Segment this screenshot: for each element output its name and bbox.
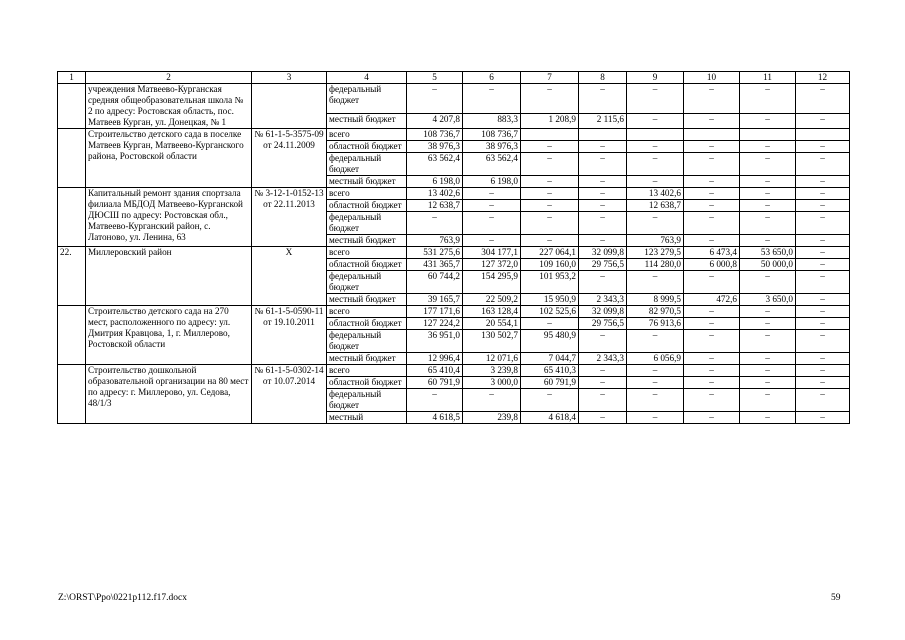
amount-cell: – [579, 212, 627, 235]
amount-cell: – [796, 153, 850, 176]
amount-cell: 1 208,9 [521, 113, 579, 128]
amount-cell: – [463, 235, 521, 247]
amount-cell: – [627, 84, 684, 114]
document-cell: № 3-12-1-0152-13 от 22.11.2013 [252, 188, 327, 247]
funding-source-cell: областной бюджет [327, 259, 407, 271]
amount-cell: – [579, 200, 627, 212]
funding-source-cell: всего [327, 188, 407, 200]
amount-cell: 60 791,9 [407, 377, 463, 389]
amount-cell: – [740, 318, 796, 330]
amount-cell: – [521, 200, 579, 212]
amount-cell [521, 129, 579, 141]
amount-cell: – [521, 235, 579, 247]
funding-source-cell: местный бюджет [327, 353, 407, 365]
amount-cell: – [627, 141, 684, 153]
amount-cell: – [740, 235, 796, 247]
amount-cell: 8 999,5 [627, 294, 684, 306]
amount-cell: – [463, 188, 521, 200]
amount-cell: 13 402,6 [627, 188, 684, 200]
amount-cell: – [796, 200, 850, 212]
amount-cell: – [796, 306, 850, 318]
amount-cell: – [627, 330, 684, 353]
amount-cell: – [796, 235, 850, 247]
funding-source-cell: местный бюджет [327, 294, 407, 306]
funding-source-cell: федеральный бюджет [327, 389, 407, 412]
amount-cell: – [796, 389, 850, 412]
amount-cell: 60 791,9 [521, 377, 579, 389]
amount-cell: 20 554,1 [463, 318, 521, 330]
amount-cell: – [579, 188, 627, 200]
amount-cell: 12 071,6 [463, 353, 521, 365]
amount-cell: – [521, 84, 579, 114]
amount-cell: – [740, 389, 796, 412]
amount-cell: 36 951,0 [407, 330, 463, 353]
row-number-cell [58, 306, 86, 365]
amount-cell: – [684, 318, 740, 330]
amount-cell: 472,6 [684, 294, 740, 306]
funding-source-cell: областной бюджет [327, 377, 407, 389]
amount-cell: 2 343,3 [579, 294, 627, 306]
amount-cell: – [627, 212, 684, 235]
amount-cell: 6 000,8 [684, 259, 740, 271]
amount-cell: 127 224,2 [407, 318, 463, 330]
amount-cell: – [740, 330, 796, 353]
amount-cell: – [796, 141, 850, 153]
amount-cell: 22 509,2 [463, 294, 521, 306]
amount-cell: 163 128,4 [463, 306, 521, 318]
amount-cell: 76 913,6 [627, 318, 684, 330]
amount-cell: 32 099,8 [579, 247, 627, 259]
funding-source-cell: местный бюджет [327, 176, 407, 188]
amount-cell: 29 756,5 [579, 259, 627, 271]
amount-cell: 6 198,0 [463, 176, 521, 188]
amount-cell: – [796, 113, 850, 128]
amount-cell: – [463, 212, 521, 235]
object-name-cell: Миллеровский район [86, 247, 252, 306]
document-cell: № 61-1-5-0302-14 от 10.07.2014 [252, 365, 327, 424]
amount-cell: 50 000,0 [740, 259, 796, 271]
amount-cell: – [521, 389, 579, 412]
document-cell [252, 84, 327, 129]
amount-cell: 883,3 [463, 113, 521, 128]
amount-cell: – [579, 389, 627, 412]
amount-cell: 12 638,7 [407, 200, 463, 212]
amount-cell: 6 198,0 [407, 176, 463, 188]
amount-cell: 3 000,0 [463, 377, 521, 389]
amount-cell: 4 618,4 [521, 412, 579, 424]
amount-cell: 123 279,5 [627, 247, 684, 259]
amount-cell: – [796, 412, 850, 424]
column-number: 4 [327, 72, 407, 84]
amount-cell: – [627, 365, 684, 377]
amount-cell: – [684, 412, 740, 424]
amount-cell: – [684, 377, 740, 389]
amount-cell: – [684, 271, 740, 294]
funding-source-cell: местный [327, 412, 407, 424]
column-number: 10 [684, 72, 740, 84]
amount-cell: – [579, 153, 627, 176]
amount-cell: – [740, 412, 796, 424]
row-number-cell [58, 84, 86, 129]
amount-cell: – [627, 176, 684, 188]
amount-cell: – [796, 330, 850, 353]
funding-source-cell: федеральный бюджет [327, 212, 407, 235]
funding-source-cell: областной бюджет [327, 318, 407, 330]
table-row [58, 188, 850, 200]
amount-cell: 6 056,9 [627, 353, 684, 365]
column-number: 2 [86, 72, 252, 84]
amount-cell: – [796, 294, 850, 306]
amount-cell: 108 736,7 [407, 129, 463, 141]
funding-source-cell: местный бюджет [327, 235, 407, 247]
amount-cell: – [740, 200, 796, 212]
amount-cell: – [684, 153, 740, 176]
amount-cell: 12 996,4 [407, 353, 463, 365]
amount-cell: – [463, 84, 521, 114]
amount-cell: 3 650,0 [740, 294, 796, 306]
amount-cell: 7 044,7 [521, 353, 579, 365]
amount-cell: – [796, 84, 850, 114]
amount-cell: – [463, 200, 521, 212]
amount-cell: – [740, 377, 796, 389]
row-number-cell: 22. [58, 247, 86, 306]
amount-cell: – [740, 84, 796, 114]
amount-cell: 108 736,7 [463, 129, 521, 141]
amount-cell: 130 502,7 [463, 330, 521, 353]
amount-cell: 63 562,4 [463, 153, 521, 176]
amount-cell: 102 525,6 [521, 306, 579, 318]
funding-source-cell: всего [327, 247, 407, 259]
amount-cell [627, 129, 684, 141]
amount-cell: – [579, 176, 627, 188]
amount-cell: – [579, 141, 627, 153]
amount-cell: – [796, 318, 850, 330]
amount-cell: – [684, 200, 740, 212]
amount-cell: – [579, 235, 627, 247]
amount-cell: 109 160,0 [521, 259, 579, 271]
amount-cell: 177 171,6 [407, 306, 463, 318]
amount-cell: – [740, 353, 796, 365]
amount-cell: – [684, 389, 740, 412]
funding-source-cell: областной бюджет [327, 200, 407, 212]
object-name-cell: Строительство детского сада в поселке Матвеев Курган, Матвеево-Курганского района, Ростовской области [86, 129, 252, 188]
amount-cell: – [796, 247, 850, 259]
amount-cell: – [740, 153, 796, 176]
column-number: 5 [407, 72, 463, 84]
amount-cell: 154 295,9 [463, 271, 521, 294]
funding-source-cell: местный бюджет [327, 113, 407, 128]
amount-cell: 39 165,7 [407, 294, 463, 306]
amount-cell: – [796, 271, 850, 294]
amount-cell: – [796, 188, 850, 200]
amount-cell: – [684, 353, 740, 365]
column-number: 9 [627, 72, 684, 84]
amount-cell: – [796, 259, 850, 271]
amount-cell: – [627, 153, 684, 176]
amount-cell: – [740, 271, 796, 294]
amount-cell: – [796, 212, 850, 235]
amount-cell: 227 064,1 [521, 247, 579, 259]
amount-cell [684, 129, 740, 141]
footer-page-number: 59 [831, 593, 841, 603]
funding-source-cell: федеральный бюджет [327, 153, 407, 176]
amount-cell: 431 365,7 [407, 259, 463, 271]
budget-table [57, 71, 850, 424]
funding-source-cell: федеральный бюджет [327, 271, 407, 294]
amount-cell: 12 638,7 [627, 200, 684, 212]
amount-cell: – [579, 365, 627, 377]
amount-cell: 65 410,4 [407, 365, 463, 377]
amount-cell: – [627, 389, 684, 412]
amount-cell: – [407, 212, 463, 235]
amount-cell: 15 950,9 [521, 294, 579, 306]
amount-cell: 3 239,8 [463, 365, 521, 377]
amount-cell: 82 970,5 [627, 306, 684, 318]
amount-cell: 763,9 [627, 235, 684, 247]
amount-cell: 304 177,1 [463, 247, 521, 259]
amount-cell: – [579, 84, 627, 114]
amount-cell: – [521, 153, 579, 176]
amount-cell: – [796, 353, 850, 365]
object-name-cell: Капитальный ремонт здания спортзала филиала МБДОД Матвеево-Курганской ДЮСШ по адресу: Ростовская обл., Матвеево-Курганский район, с. Латоново, ул. Ленина, 63 [86, 188, 252, 247]
amount-cell: – [627, 271, 684, 294]
amount-cell: – [740, 113, 796, 128]
column-number: 7 [521, 72, 579, 84]
table-row [58, 84, 850, 114]
column-number: 12 [796, 72, 850, 84]
amount-cell: – [463, 389, 521, 412]
amount-cell: 65 410,3 [521, 365, 579, 377]
amount-cell: – [521, 141, 579, 153]
column-number: 8 [579, 72, 627, 84]
amount-cell: 53 650,0 [740, 247, 796, 259]
amount-cell: 29 756,5 [579, 318, 627, 330]
amount-cell: – [684, 113, 740, 128]
amount-cell: 531 275,6 [407, 247, 463, 259]
amount-cell: – [740, 365, 796, 377]
funding-source-cell: федеральный бюджет [327, 84, 407, 114]
amount-cell: – [684, 188, 740, 200]
amount-cell: 32 099,8 [579, 306, 627, 318]
row-number-cell [58, 188, 86, 247]
amount-cell: – [684, 141, 740, 153]
amount-cell: – [627, 377, 684, 389]
amount-cell: – [684, 306, 740, 318]
amount-cell: – [521, 212, 579, 235]
amount-cell [579, 129, 627, 141]
document-cell: № 61-1-5-0590-11 от 19.10.2011 [252, 306, 327, 365]
table-row [58, 129, 850, 141]
amount-cell: – [627, 412, 684, 424]
row-number-cell [58, 365, 86, 424]
header-row [58, 72, 850, 84]
amount-cell: 38 976,3 [407, 141, 463, 153]
object-name-cell: Строительство дошкольной образовательной организации на 80 мест по адресу: г. Миллерово, ул. Седова, 48/1/3 [86, 365, 252, 424]
column-number: 1 [58, 72, 86, 84]
amount-cell: – [521, 188, 579, 200]
column-number: 11 [740, 72, 796, 84]
amount-cell: – [407, 389, 463, 412]
object-name-cell: учреждения Матвеево-Курганская средняя общеобразовательная школа № 2 по адресу: Ростовская область, пос. Матвеев Курган, ул. Донецкая, № 1 [86, 84, 252, 129]
amount-cell: – [740, 212, 796, 235]
amount-cell: 2 343,3 [579, 353, 627, 365]
amount-cell: 114 280,0 [627, 259, 684, 271]
amount-cell: 4 618,5 [407, 412, 463, 424]
amount-cell: 95 480,9 [521, 330, 579, 353]
amount-cell: – [740, 306, 796, 318]
amount-cell: 239,8 [463, 412, 521, 424]
amount-cell: – [579, 377, 627, 389]
amount-cell: – [796, 176, 850, 188]
column-number: 6 [463, 72, 521, 84]
amount-cell: – [684, 235, 740, 247]
table-row [58, 306, 850, 318]
amount-cell: – [627, 113, 684, 128]
table-row [58, 247, 850, 259]
amount-cell: 2 115,6 [579, 113, 627, 128]
amount-cell: – [684, 176, 740, 188]
amount-cell: – [579, 330, 627, 353]
object-name-cell: Строительство детского сада на 270 мест, расположенного по адресу: ул. Дмитрия Кравцова, 1, г. Миллерово, Ростовской области [86, 306, 252, 365]
amount-cell: – [740, 176, 796, 188]
footer-file-path: Z:\ORST\Ppo\0221p112.f17.docx [58, 593, 187, 603]
amount-cell: – [684, 365, 740, 377]
column-number: 3 [252, 72, 327, 84]
amount-cell [796, 129, 850, 141]
amount-cell: 4 207,8 [407, 113, 463, 128]
amount-cell: – [521, 318, 579, 330]
amount-cell: – [740, 188, 796, 200]
funding-source-cell: областной бюджет [327, 141, 407, 153]
amount-cell: – [684, 212, 740, 235]
amount-cell: – [684, 330, 740, 353]
amount-cell [740, 129, 796, 141]
amount-cell: 6 473,4 [684, 247, 740, 259]
funding-source-cell: всего [327, 365, 407, 377]
funding-source-cell: федеральный бюджет [327, 330, 407, 353]
amount-cell: 13 402,6 [407, 188, 463, 200]
table-row [58, 365, 850, 377]
amount-cell: 763,9 [407, 235, 463, 247]
amount-cell: 38 976,3 [463, 141, 521, 153]
amount-cell: – [796, 365, 850, 377]
amount-cell: 60 744,2 [407, 271, 463, 294]
funding-source-cell: всего [327, 129, 407, 141]
row-number-cell [58, 129, 86, 188]
amount-cell: 101 953,2 [521, 271, 579, 294]
amount-cell: – [579, 271, 627, 294]
amount-cell: – [407, 84, 463, 114]
amount-cell: – [740, 141, 796, 153]
amount-cell: – [684, 84, 740, 114]
document-cell: № 61-1-5-3575-09 от 24.11.2009 [252, 129, 327, 188]
funding-source-cell: всего [327, 306, 407, 318]
amount-cell: 127 372,0 [463, 259, 521, 271]
amount-cell: – [521, 176, 579, 188]
amount-cell: – [796, 377, 850, 389]
document-cell: Х [252, 247, 327, 306]
amount-cell: 63 562,4 [407, 153, 463, 176]
amount-cell: – [579, 412, 627, 424]
